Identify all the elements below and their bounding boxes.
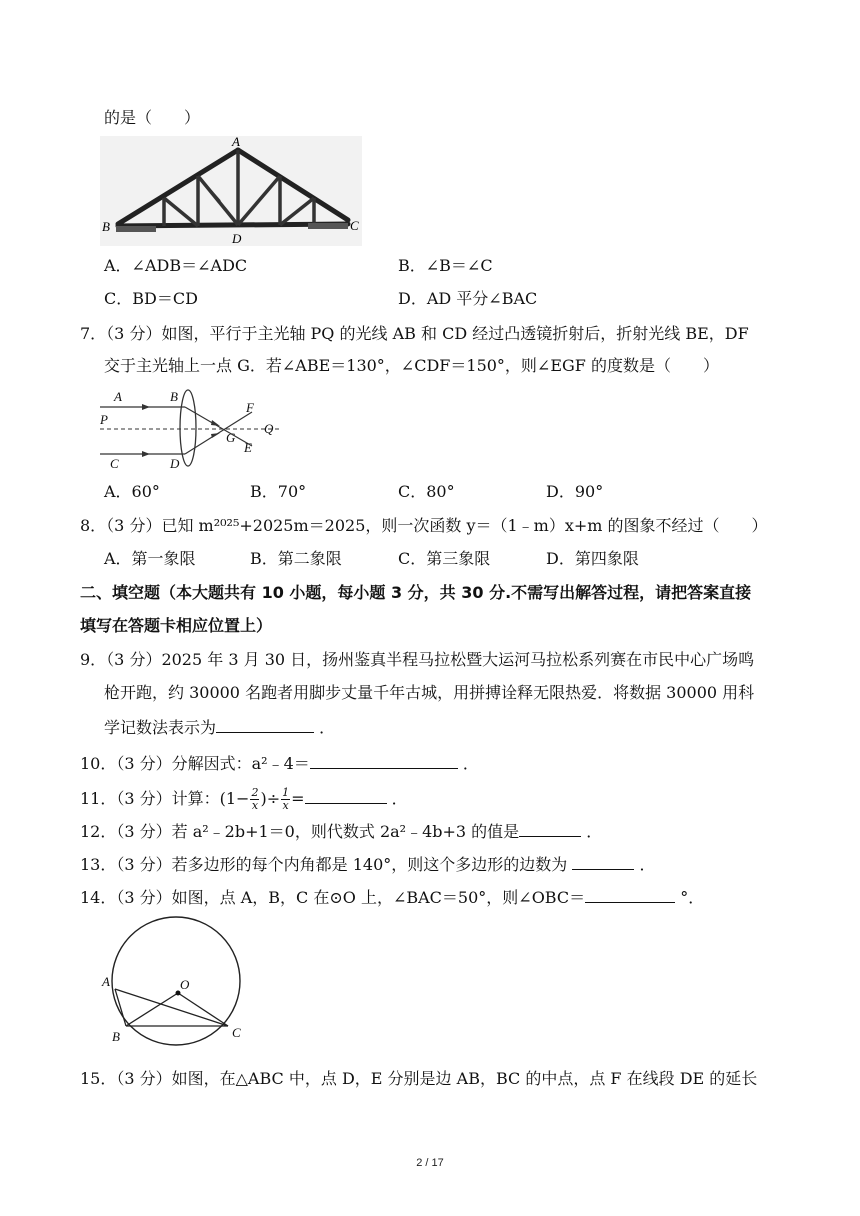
q11-fraction-1 [250, 787, 259, 812]
q7-option-a: A．60° [104, 482, 160, 501]
q9-line3-text: 学记数法表示为 [104, 718, 217, 737]
q14-label-a: A [102, 974, 110, 989]
q7-option-d: D．90° [546, 482, 604, 501]
q11-end: ． [391, 789, 408, 808]
q11-frac1-den: x [251, 799, 259, 812]
q6-label-d: D [232, 231, 242, 246]
section2-heading-line2: 填写在答题卡相应位置上） [80, 616, 273, 635]
q7-lens-figure [100, 384, 282, 470]
q7-label-d: D [170, 456, 180, 470]
q11-frac2-den: x [282, 799, 289, 812]
q14-label-o: O [180, 977, 190, 992]
q13-answer-blank[interactable] [572, 851, 634, 870]
q7-label-a: A [114, 389, 122, 404]
q14-label-b: B [112, 1029, 120, 1044]
q13-end: ． [639, 855, 656, 874]
q6-label-b: B [102, 219, 110, 234]
q9-end: ． [319, 718, 336, 737]
q14-label-c: C [232, 1025, 241, 1040]
q9-line3 [104, 714, 804, 740]
q7-label-g: G [226, 430, 236, 445]
section2-heading-line1: 二、填空题（本大题共有 10 小题，每小题 3 分，共 30 分.不需写出解答过程，请把答案直接 [80, 583, 752, 602]
q8-option-b: B．第二象限 [250, 549, 342, 568]
q10-end: ． [462, 754, 479, 773]
q6-truss-figure [100, 136, 362, 246]
q6-option-c: C．BD＝CD [104, 289, 198, 308]
q9-line1: 9．（3 分）2025 年 3 月 30 日，扬州鉴真半程马拉松暨大运河马拉松系列赛在市民中心广场鸣 [80, 650, 755, 669]
q14-text: 14．（3 分）如图，点 A，B，C 在⊙O 上，∠BAC＝50°，则∠OBC＝ [80, 888, 586, 907]
q12-answer-blank[interactable] [519, 818, 581, 837]
q6-tail: 的是（ ） [104, 108, 201, 127]
q9-answer-blank[interactable] [216, 714, 314, 733]
q14-answer-blank[interactable] [585, 884, 675, 903]
q7-option-b: B．70° [250, 482, 307, 501]
q13-text: 13．（3 分）若多边形的每个内角都是 140°，则这个多边形的边数为 [80, 855, 568, 874]
q9-line2: 枪开跑，约 30000 名跑者用脚步丈量千年古城，用拼搏诠释无限热爱．将数据 30000 用科 [104, 683, 755, 702]
q15-line1: 15．（3 分）如图，在△ABC 中，点 D，E 分别是边 AB，BC 的中点，点 F 在线段 DE 的延长 [80, 1069, 758, 1088]
q10-answer-blank[interactable] [310, 750, 458, 769]
q8-line1: 8．（3 分）已知 m²⁰²⁵+2025m＝2025，则一次函数 y＝（1﹣m）x+m 的图象不经过（ ） [80, 516, 768, 535]
q7-option-c: C．80° [398, 482, 455, 501]
q7-line1: 7．（3 分）如图，平行于主光轴 PQ 的光线 AB 和 CD 经过凸透镜折射后，折射光线 BE，DF [80, 324, 749, 343]
q11-answer-blank[interactable] [305, 785, 387, 804]
q11-line [80, 785, 800, 812]
q12-end: ． [586, 822, 603, 841]
q7-line2: 交于主光轴上一点 G．若∠ABE＝130°，∠CDF＝150°，则∠EGF 的度数是（ ） [104, 356, 719, 375]
q14-circle-figure [96, 913, 256, 1049]
q14-end: °． [680, 888, 705, 907]
q11-pre: 11．（3 分）计算：(1− [80, 789, 250, 808]
q6-option-a: A．∠ADB＝∠ADC [104, 256, 248, 275]
q11-mid: )÷ [260, 789, 281, 808]
page-number: 2 / 17 [416, 1157, 444, 1169]
q7-label-b: B [170, 389, 178, 404]
q6-option-d: D．AD 平分∠BAC [398, 289, 538, 308]
q7-label-q: Q [264, 421, 274, 436]
q6-option-b: B．∠B＝∠C [398, 256, 493, 275]
q6-label-a: A [232, 136, 240, 149]
q12-text: 12．（3 分）若 a²﹣2b+1＝0，则代数式 2a²﹣4b+3 的值是 [80, 822, 520, 841]
q14-line [80, 884, 800, 910]
q13-line [80, 851, 800, 877]
q11-fraction-2 [281, 787, 290, 812]
q8-option-a: A．第一象限 [104, 549, 196, 568]
q11-frac2-num: 1 [282, 786, 290, 799]
q7-label-c: C [110, 456, 119, 470]
q8-option-c: C．第三象限 [398, 549, 491, 568]
q7-label-f: F [246, 400, 254, 415]
q10-text: 10．（3 分）分解因式：a²﹣4＝ [80, 754, 310, 773]
q7-label-e: E [244, 440, 252, 455]
q7-label-p: P [100, 412, 108, 427]
q11-frac1-num: 2 [251, 786, 259, 799]
q6-label-c: C [350, 218, 359, 233]
q8-option-d: D．第四象限 [546, 549, 639, 568]
q11-post: = [291, 789, 305, 808]
q10-line [80, 750, 800, 776]
q12-line [80, 818, 800, 844]
